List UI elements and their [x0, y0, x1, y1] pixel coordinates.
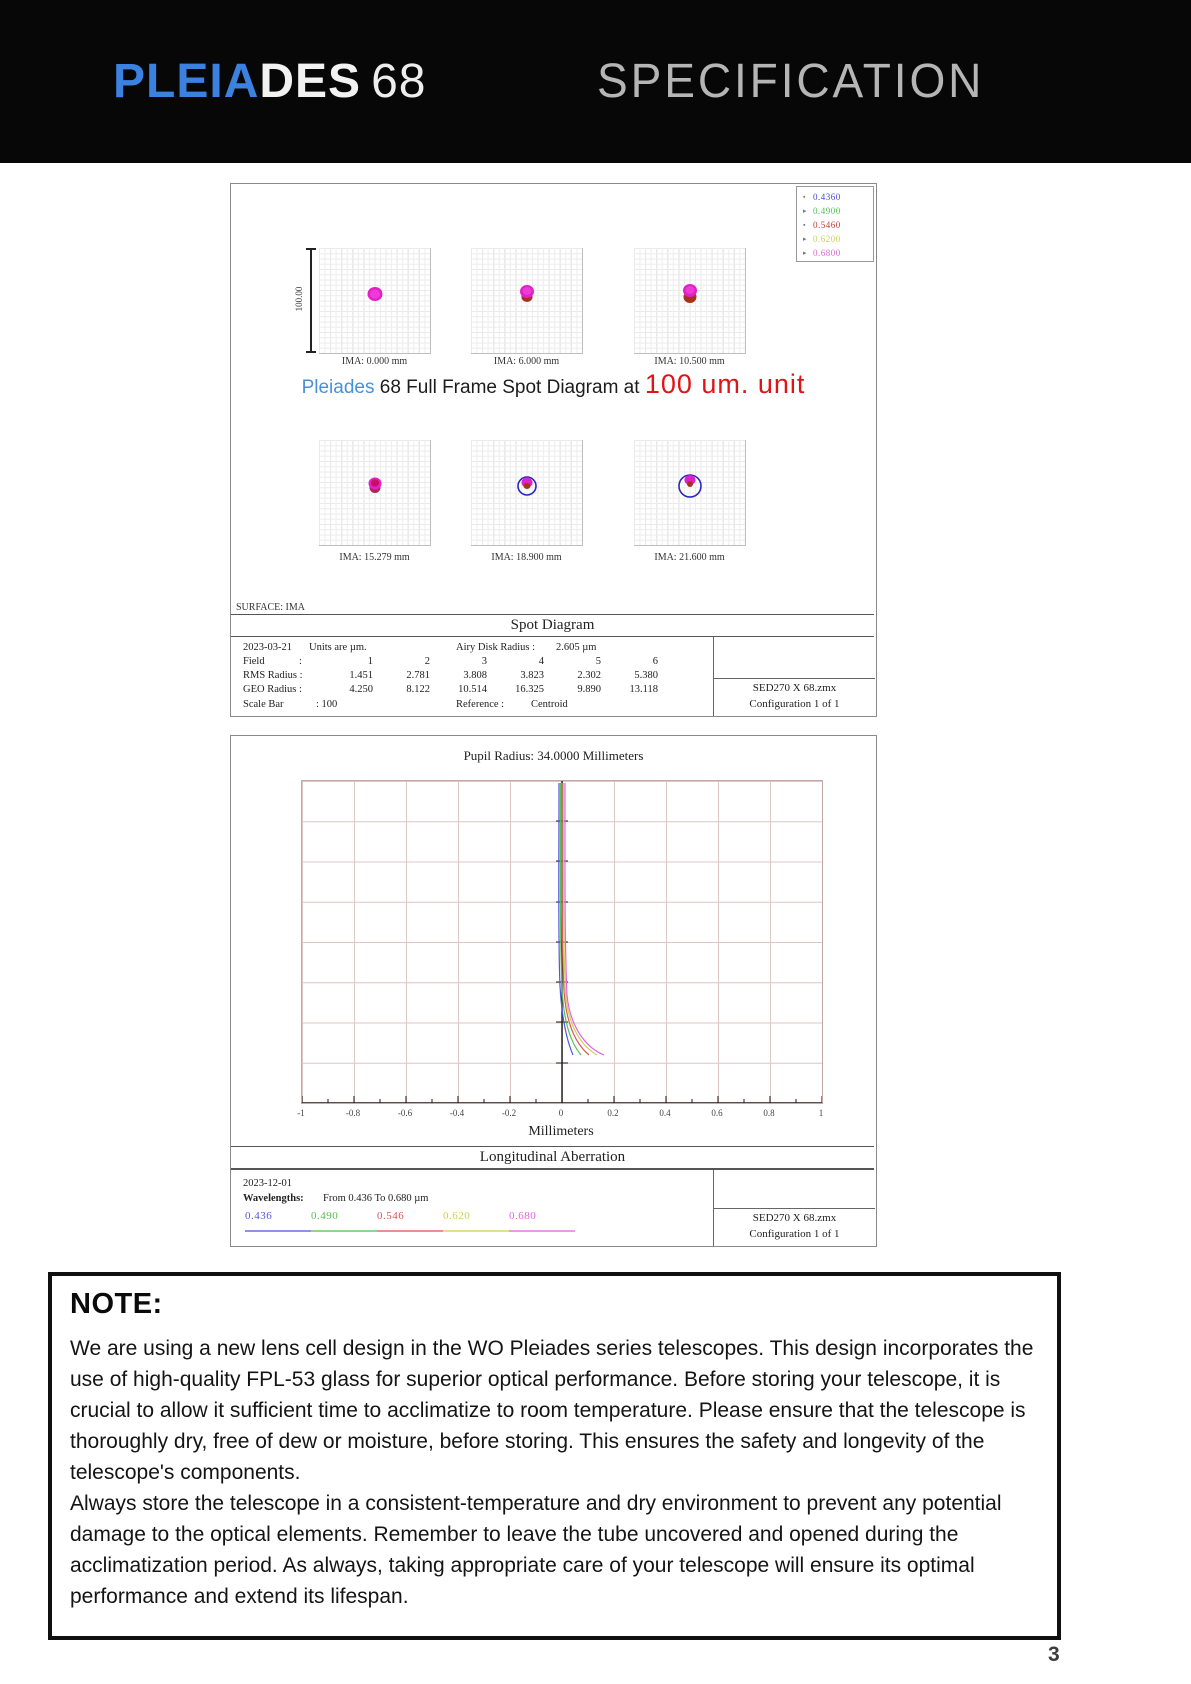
wavelengths-label: Wavelengths:	[243, 1193, 304, 1204]
x-tick: 0.8	[763, 1108, 775, 1118]
ima-label-3: IMA: 10.500 mm	[654, 356, 725, 367]
brand-part-white: DES	[259, 55, 362, 108]
spot-units: Units are µm.	[309, 642, 367, 653]
x-tick: 1	[818, 1108, 824, 1118]
reference-value: Centroid	[531, 699, 568, 710]
wavelength-value: 0.546	[377, 1210, 405, 1222]
wavelength-value: 0.436	[245, 1210, 273, 1222]
pupil-radius-units: Millimeters	[582, 748, 644, 763]
ima-label-2: IMA: 6.000 mm	[493, 356, 560, 367]
spot-field-5	[513, 471, 541, 501]
field-value: 4	[538, 656, 544, 667]
page-number: 3	[1048, 1643, 1060, 1666]
spot-field-4	[362, 472, 388, 500]
field-colon: :	[299, 656, 302, 667]
spot-grid-field-3	[634, 248, 746, 354]
spot-field-3	[677, 279, 703, 309]
wavelength-line	[443, 1230, 509, 1232]
x-tick: 0.2	[607, 1108, 619, 1118]
spot-field-1	[362, 281, 388, 307]
note-paragraph-1: We are using a new lens cell design in the WO Pleiades series telescopes. This design incorporates the use of high-quality FPL-53 glass for superior optical performance. Before storing your telescope, it is crucial to allow it sufficient time to acclimatize to room temperature. Please ensure that the telescope is thoroughly dry, free of dew or moisture, before storing. This ensures the safety and longevity of the telescope's components.	[70, 1337, 1034, 1484]
legend-marker-icon: ▸	[803, 235, 808, 243]
wavelength-line	[377, 1230, 443, 1232]
x-tick: -0.4	[449, 1108, 465, 1118]
page-header	[0, 0, 1191, 163]
field-value: 5	[595, 656, 601, 667]
wavelength-value: 0.680	[509, 1210, 537, 1222]
spot-grid-field-1	[319, 248, 431, 354]
brand-number: 68	[371, 55, 427, 108]
scale-bar-label: 100.00	[294, 286, 304, 312]
title-unit: 100 um. unit	[644, 369, 806, 399]
spot-grid-field-6	[634, 440, 746, 546]
geo-value: 9.890	[577, 684, 601, 695]
spot-info-table	[231, 636, 874, 716]
x-tick: 0.6	[711, 1108, 723, 1118]
legend-wavelength: 0.4900	[813, 206, 841, 216]
pupil-radius-line	[231, 748, 876, 764]
configuration-label: Configuration 1 of 1	[749, 1228, 840, 1240]
spot-grid-field-2	[471, 248, 583, 354]
legend-row	[803, 246, 871, 260]
spot-diagram-panel	[230, 183, 877, 717]
wavelength-value: 0.620	[443, 1210, 471, 1222]
rms-values	[316, 670, 658, 681]
surface-label: SURFACE: IMA	[236, 602, 305, 613]
geo-value: 10.514	[458, 684, 487, 695]
field-value: 6	[652, 656, 658, 667]
legend-marker-icon: ▪	[803, 221, 806, 229]
lens-file-name: SED270 X 68.zmx	[752, 682, 837, 694]
rms-value: 2.302	[577, 670, 601, 681]
spot-field-2	[514, 280, 540, 308]
legend-row	[803, 232, 871, 246]
brand-part-blue: PLEIA	[113, 55, 260, 108]
rms-value: 3.823	[520, 670, 544, 681]
field-values	[316, 656, 658, 667]
legend-row	[803, 204, 871, 218]
wavelength-line	[311, 1230, 377, 1232]
airy-value: 2.605 µm	[556, 642, 597, 653]
x-tick: -0.8	[345, 1108, 361, 1118]
field-value: 2	[424, 656, 430, 667]
ima-label-1: IMA: 0.000 mm	[341, 356, 408, 367]
spot-info-left	[231, 637, 713, 716]
legend-wavelength: 0.5460	[813, 220, 841, 230]
x-tick: -1	[297, 1108, 305, 1118]
airy-label: Airy Disk Radius :	[456, 642, 536, 653]
wavelength-legend	[796, 186, 874, 262]
ima-label-6: IMA: 21.600 mm	[654, 552, 725, 563]
legend-wavelength: 0.6200	[813, 234, 841, 244]
rms-value: 1.451	[349, 670, 373, 681]
ima-label-5: IMA: 18.900 mm	[491, 552, 562, 563]
geo-value: 13.118	[629, 684, 658, 695]
divider	[714, 1208, 875, 1209]
rms-value: 2.781	[406, 670, 430, 681]
lens-file-name: SED270 X 68.zmx	[752, 1212, 837, 1224]
field-value: 3	[481, 656, 487, 667]
wavelength-line	[245, 1230, 311, 1232]
pupil-radius-value: 34.0000	[537, 748, 580, 763]
spot-grid-field-4	[319, 440, 431, 546]
rms-label: RMS Radius :	[243, 670, 303, 681]
legend-marker-icon: ▸	[803, 249, 808, 257]
scale-bar-value: : 100	[316, 699, 338, 710]
scale-bar	[310, 248, 312, 353]
wavelength-line	[509, 1230, 575, 1232]
scale-bar-text-label: Scale Bar	[243, 699, 284, 710]
legend-row	[803, 190, 871, 204]
longitudinal-aberration-panel	[230, 735, 877, 1247]
ima-label-4: IMA: 15.279 mm	[339, 552, 410, 563]
note-paragraph-2: Always store the telescope in a consistent-temperature and dry environment to prevent any potential damage to the optical elements. Remember to leave the tube uncovered and opened during the acclimatization period. As always, taking appropriate care of your telescope will ensure its optimal performance and extend its lifespan.	[70, 1492, 1002, 1608]
geo-values	[316, 684, 658, 695]
aberration-info-right	[713, 1170, 875, 1246]
aberration-info-left	[231, 1170, 713, 1246]
spot-grid-field-5	[471, 440, 583, 546]
brand-logo	[113, 55, 427, 108]
legend-marker-icon: ▸	[803, 207, 808, 215]
pupil-radius-label: Pupil Radius:	[463, 748, 534, 763]
x-tick: -0.2	[501, 1108, 517, 1118]
rms-value: 3.808	[463, 670, 487, 681]
divider	[714, 678, 875, 679]
legend-row	[803, 218, 871, 232]
x-tick: -0.6	[397, 1108, 413, 1118]
spot-diagram-title	[231, 369, 876, 400]
configuration-label: Configuration 1 of 1	[749, 698, 840, 710]
x-axis-label: Millimeters	[528, 1124, 594, 1139]
aberration-info-table	[231, 1169, 874, 1246]
spot-info-right	[713, 637, 875, 716]
spot-section-title: Spot Diagram	[231, 614, 874, 637]
geo-label: GEO Radius :	[243, 684, 302, 695]
geo-value: 4.250	[349, 684, 373, 695]
title-pleiades: Pleiades	[301, 377, 375, 398]
geo-value: 8.122	[406, 684, 430, 695]
title-middle: 68 Full Frame Spot Diagram at	[374, 377, 645, 398]
field-label: Field	[243, 656, 265, 667]
note-box	[48, 1272, 1061, 1640]
page-title: SPECIFICATION	[597, 55, 985, 108]
spot-date: 2023-03-21	[243, 642, 292, 653]
legend-marker-icon: ▪	[803, 193, 806, 201]
wavelengths-range: From 0.436 To 0.680 µm	[323, 1193, 429, 1204]
legend-wavelength: 0.6800	[813, 248, 841, 258]
x-tick: 0	[558, 1108, 564, 1118]
aberration-section-title: Longitudinal Aberration	[231, 1146, 874, 1169]
reference-label: Reference :	[456, 699, 505, 710]
aberration-curves	[302, 781, 822, 1103]
aberration-date: 2023-12-01	[243, 1178, 292, 1189]
aberration-plot	[301, 780, 823, 1104]
rms-value: 5.380	[634, 670, 658, 681]
geo-value: 16.325	[515, 684, 544, 695]
x-tick: 0.4	[659, 1108, 671, 1118]
spot-field-6	[675, 469, 705, 503]
wavelength-value: 0.490	[311, 1210, 339, 1222]
field-value: 1	[367, 656, 373, 667]
note-heading: NOTE:	[70, 1288, 163, 1320]
legend-wavelength: 0.4360	[813, 192, 841, 202]
